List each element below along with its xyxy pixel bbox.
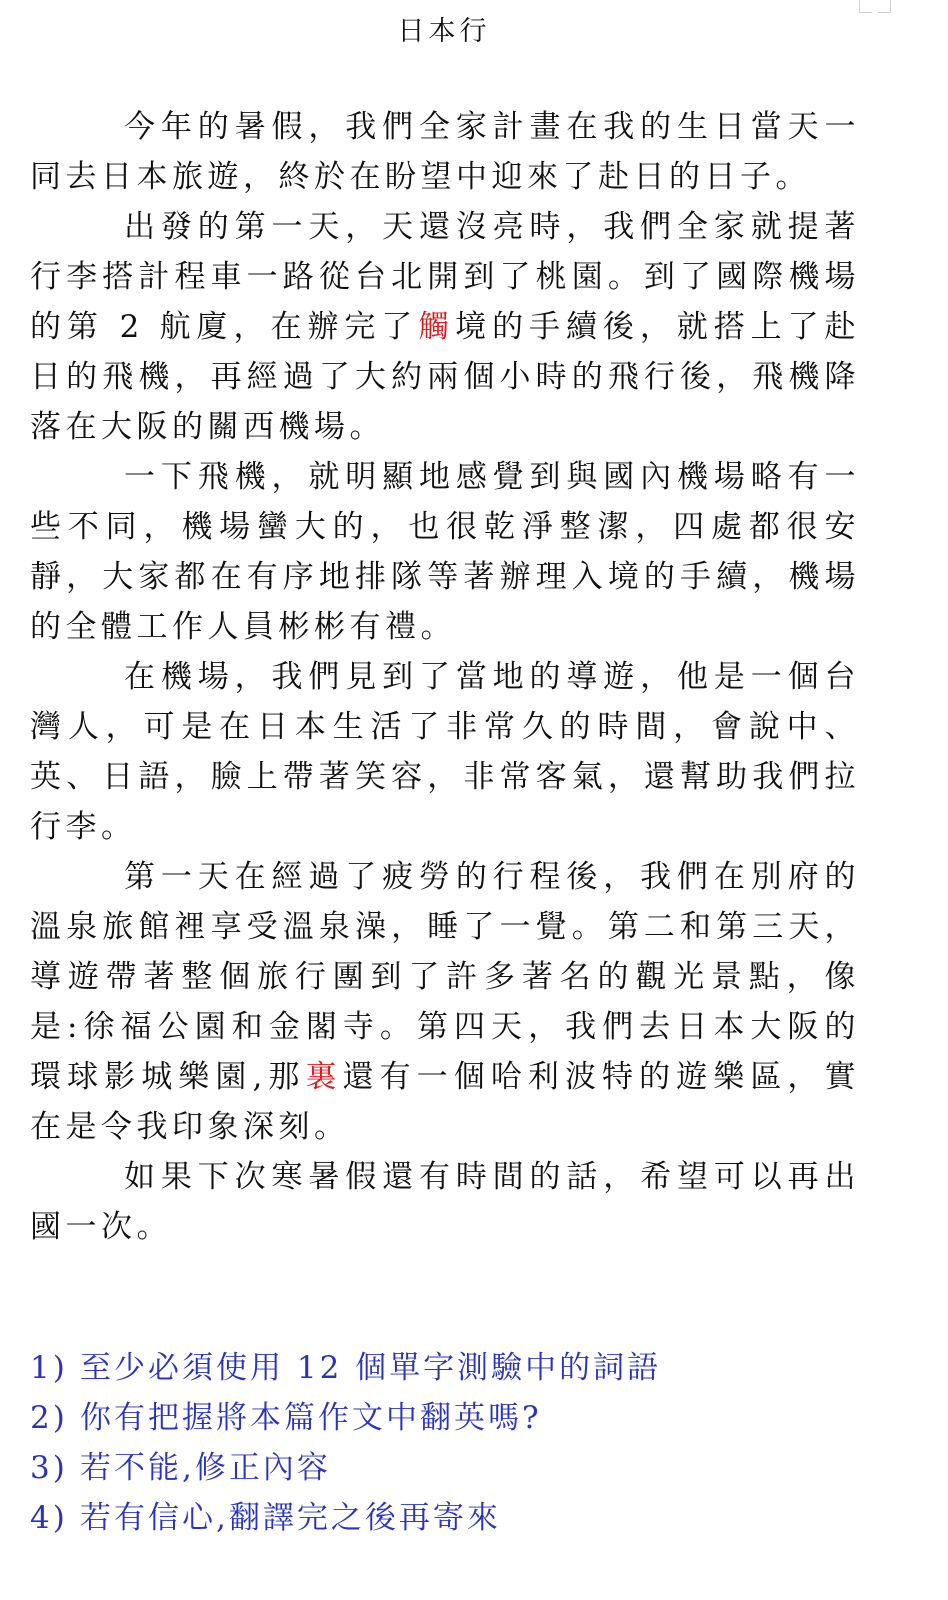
instruction-number: 2) [30,1400,68,1436]
essay-paragraph-1 [30,102,860,202]
paragraph-text: 今年的暑假，我們全家計畫在我的生日當天一同去日本旅遊，終於在盼望中迎來了赴日的日子。 [30,109,860,195]
paragraph-text: 出發的第一天，天還沒亮時，我們全家就提著行李搭計程車一路從台北開到了桃園。到了國際機場的第 2 航廈，在辦完了 [30,209,860,345]
instruction-item [30,1443,890,1493]
instruction-list [30,1343,890,1543]
paragraph-text: 一下飛機，就明顯地感覺到與國內機場略有一些不同，機場蠻大的，也很乾淨整潔，四處都很安靜，大家都在有序地排隊等著辦理入境的手續，機場的全體工作人員彬彬有禮。 [30,459,860,645]
instruction-number: 3) [30,1450,68,1486]
paragraph-text: 境的手續後，就搭上了赴日的飛機，再經過了大約兩個小時的飛行後，飛機降落在大阪的關西機場。 [30,309,861,445]
highlighted-character: 裏 [305,1059,343,1095]
paragraph-text: 第一天在經過了疲勞的行程後，我們在別府的溫泉旅館裡享受溫泉澡，睡了一覺。第二和第三天，導遊帶著整個旅行團到了許多著名的觀光景點，像是:徐福公園和金閣寺。第四天，我們去日本大阪的環球影城樂園,那 [30,859,860,1095]
instruction-text: 若有信心,翻譯完之後再寄來 [80,1500,501,1536]
paragraph-text: 還有一個哈利波特的遊樂區，實在是令我印象深刻。 [30,1059,860,1145]
instruction-text: 你有把握將本篇作文中翻英嗎? [80,1400,542,1436]
highlighted-character: 觸 [418,309,456,345]
essay-paragraph-4 [30,652,860,852]
paragraph-text: 如果下次寒暑假還有時間的話，希望可以再出國一次。 [30,1159,860,1245]
paragraph-text: 在機場，我們見到了當地的導遊，他是一個台灣人，可是在日本生活了非常久的時間，會說中、英、日語，臉上帶著笑容，非常客氣，還幫助我們拉行李。 [30,659,860,845]
essay-paragraph-6 [30,1152,860,1252]
page-title: 日本行 [397,16,491,47]
instruction-text: 若不能,修正內容 [80,1450,331,1486]
instruction-item [30,1393,890,1443]
essay-paragraph-2 [30,202,860,452]
instruction-text: 至少必須使用 12 個單字測驗中的詞語 [80,1350,662,1386]
instruction-number: 4) [30,1500,68,1536]
instruction-item [30,1343,890,1393]
instruction-item [30,1493,890,1543]
essay-paragraph-5 [30,852,860,1152]
essay-paragraph-3 [30,452,860,652]
instruction-number: 1) [30,1350,68,1386]
essay-body [30,102,860,1252]
